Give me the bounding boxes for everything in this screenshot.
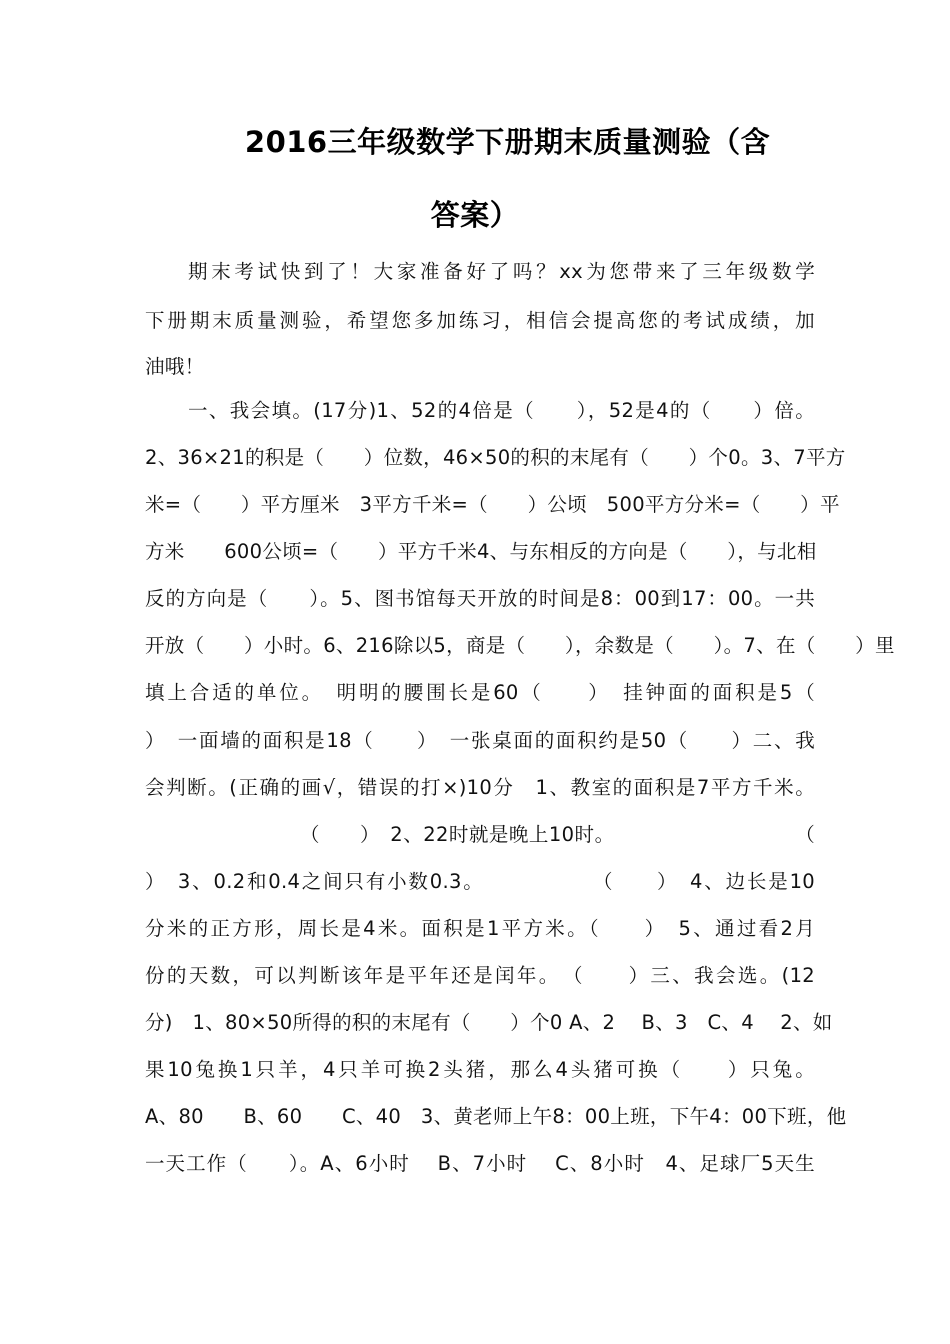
intro-line-2: 下册期末质量测验，希望您多加练习，相信会提高您的考试成绩，加 — [145, 309, 815, 332]
text-line: ） 一面墙的面积是18（ ） 一张桌面的面积约是50（ ）二、我 — [145, 729, 815, 752]
text-line: 填上合适的单位。 明明的腰围长是60（ ） 挂钟面的面积是5（ — [145, 681, 815, 704]
text-line: ） 3、0.2和0.4之间只有小数0.3。 （ ） 4、边长是10 — [145, 870, 815, 893]
intro-line-1: 期末考试快到了！大家准备好了吗？xx为您带来了三年级数学 — [188, 260, 815, 283]
text-line: 反的方向是（ ）。5、图书馆每天开放的时间是8：00到17：00。一共 — [145, 587, 815, 610]
text-line: 分米的正方形，周长是4米。面积是1平方米。（ ） 5、通过看2月 — [145, 917, 815, 940]
document-title-line1: 2016三年级数学下册期末质量测验（含 — [244, 125, 771, 159]
text-line: 2、36×21的积是（ ）位数，46×50的积的末尾有（ ）个0。3、7平方 — [145, 446, 846, 469]
text-line: 份的天数，可以判断该年是平年还是闰年。 （ ）三、我会选。(12 — [145, 964, 815, 987]
text-line: 方米 600公顷=（ ）平方千米4、与东相反的方向是（ ），与北相 — [145, 540, 817, 563]
intro-line-3: 油哦！ — [145, 355, 205, 378]
text-line: 一、我会填。(17分)1、52的4倍是（ ），52是4的（ ）倍。 — [188, 399, 815, 422]
text-line: （ ） 2、22时就是晚上10时。 （ — [300, 823, 815, 846]
document-title-line2: 答案） — [430, 198, 520, 232]
text-line: A、80 B、60 C、40 3、黄老师上午8：00上班，下午4：00下班，他 — [145, 1105, 847, 1128]
text-line: 米=（ ）平方厘米 3平方千米=（ ）公顷 500平方分米=（ ）平 — [145, 493, 840, 516]
text-line: 分) 1、80×50所得的积的末尾有（ ）个0 A、2 B、3 C、4 2、如 — [145, 1011, 833, 1034]
text-line: 会判断。(正确的画√，错误的打×)10分 1、教室的面积是7平方千米。 — [145, 776, 815, 799]
text-line: 开放（ ）小时。6、216除以5，商是（ ），余数是（ ）。7、在（ ）里 — [145, 634, 895, 657]
text-line: 果10兔换1只羊，4只羊可换2头猪，那么4头猪可换（ ）只兔。 — [145, 1058, 815, 1081]
text-line: 一天工作（ ）。A、6小时 B、7小时 C、8小时 4、足球厂5天生 — [145, 1152, 815, 1175]
